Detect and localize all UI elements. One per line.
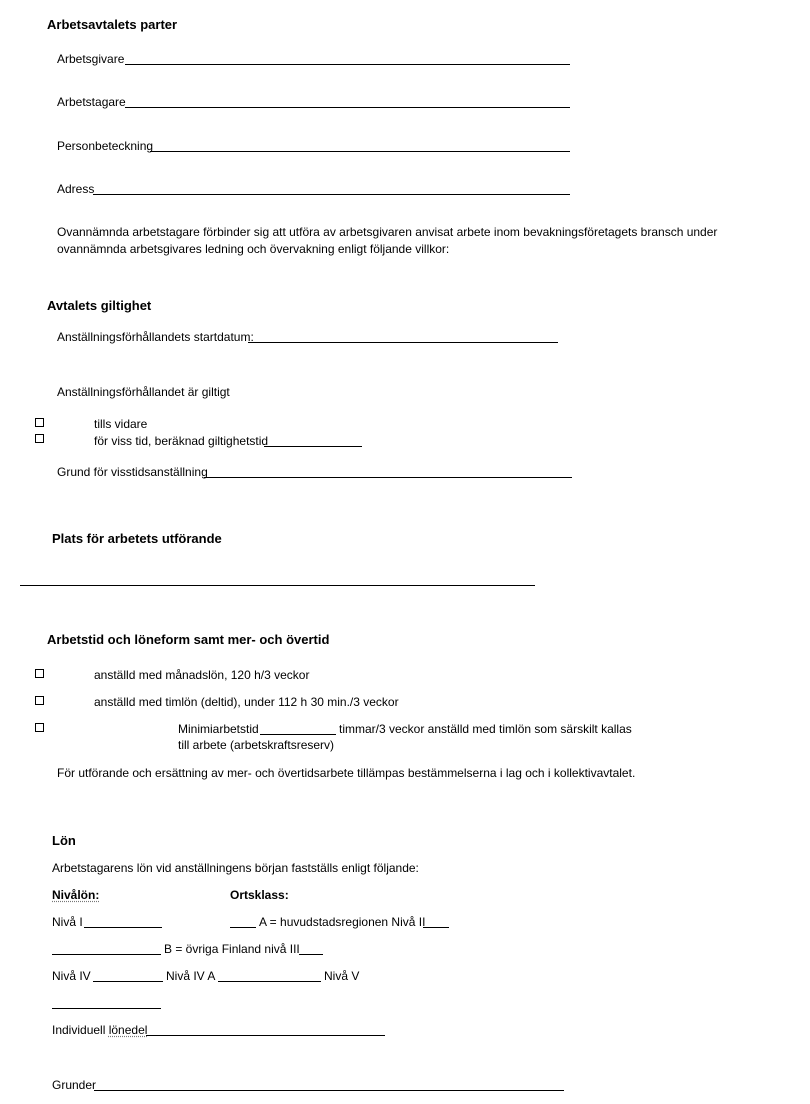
- validity-label: Anställningsförhållandet är giltigt: [57, 385, 230, 399]
- level-1-field[interactable]: [84, 927, 162, 928]
- level-1-label: Nivå I: [52, 915, 83, 929]
- overtime-note: För utförande och ersättning av mer- och övertidsarbete tillämpas bestämmelserna i lag och i kollektivavtalet.: [57, 766, 636, 780]
- level-4a-field[interactable]: [218, 981, 321, 982]
- class-b-field[interactable]: [52, 954, 161, 955]
- start-date-field[interactable]: [248, 342, 558, 343]
- address-field[interactable]: [93, 194, 570, 195]
- level-3-field[interactable]: [299, 954, 323, 955]
- employee-field[interactable]: [125, 107, 570, 108]
- hourly-wage-checkbox[interactable]: [35, 696, 44, 705]
- level-pay-text: Nivålön:: [52, 888, 100, 902]
- location-class-label: Ortsklass:: [230, 888, 289, 902]
- individual-pay-label: [52, 1023, 147, 1037]
- monthly-salary-label: anställd med månadslön, 120 h/3 veckor: [94, 668, 310, 682]
- level-4-label: Nivå IV: [52, 969, 91, 983]
- workplace-field[interactable]: [20, 585, 535, 586]
- indefinite-checkbox[interactable]: [35, 418, 44, 427]
- min-hours-label: Minimiarbetstid: [178, 722, 259, 736]
- heading-workplace: Plats för arbetets utförande: [52, 531, 222, 546]
- start-date-label: Anställningsförhållandets startdatum:: [57, 330, 254, 344]
- grounds-label: Grunder: [52, 1078, 97, 1092]
- reserve-checkbox[interactable]: [35, 723, 44, 732]
- grounds-field[interactable]: [94, 1090, 564, 1091]
- level-5-field[interactable]: [52, 1008, 161, 1009]
- heading-salary: Lön: [52, 833, 76, 848]
- salary-intro: Arbetstagarens lön vid anställningens början fastställs enligt följande:: [52, 861, 419, 875]
- fixed-term-label: för viss tid, beräknad giltighetstid: [94, 434, 269, 448]
- reserve-label: till arbete (arbetskraftsreserv): [178, 738, 335, 752]
- hourly-wage-label: anställd med timlön (deltid), under 112 h 30 min./3 veckor: [94, 695, 399, 709]
- fixed-term-duration-field[interactable]: [264, 446, 362, 447]
- reason-label: Grund för visstidsanställning: [57, 465, 208, 479]
- level-2-field[interactable]: [423, 927, 449, 928]
- level-5-label: Nivå V: [324, 969, 360, 983]
- class-a-field[interactable]: [230, 927, 256, 928]
- employee-label: Arbetstagare: [57, 95, 126, 109]
- fixed-term-checkbox[interactable]: [35, 434, 44, 443]
- reason-field[interactable]: [204, 477, 572, 478]
- heading-parties: Arbetsavtalets parter: [47, 17, 178, 32]
- personal-id-field[interactable]: [150, 151, 570, 152]
- monthly-salary-checkbox[interactable]: [35, 669, 44, 678]
- individual-pay-field[interactable]: [146, 1035, 385, 1036]
- level-4a-label: Nivå IV A: [166, 969, 216, 983]
- individual-pay-word: lönedel: [108, 1023, 148, 1037]
- employer-field[interactable]: [125, 64, 570, 65]
- heading-validity: Avtalets giltighet: [47, 298, 152, 313]
- level-pay-label: [52, 888, 99, 902]
- personal-id-label: Personbeteckning: [57, 139, 154, 153]
- individual-pay-prefix: Individuell: [52, 1023, 109, 1037]
- employer-label: Arbetsgivare: [57, 52, 125, 66]
- min-hours-field[interactable]: [260, 734, 336, 735]
- min-hours-suffix: timmar/3 veckor anställd med timlön som särskilt kallas: [339, 722, 632, 736]
- class-a-label: A = huvudstadsregionen Nivå II: [259, 915, 426, 929]
- terms-paragraph: Ovannämnda arbetstagare förbinder sig att utföra av arbetsgivaren anvisat arbete inom bevakningsföretagets bransch under ovannämnda arbetsgivares ledning och övervakning enligt följande villkor:: [57, 225, 718, 256]
- address-label: Adress: [57, 182, 95, 196]
- class-b-label: B = övriga Finland nivå III: [164, 942, 300, 956]
- indefinite-label: tills vidare: [94, 417, 148, 431]
- level-4-field[interactable]: [93, 981, 163, 982]
- heading-working-hours: Arbetstid och löneform samt mer- och övertid: [47, 632, 330, 647]
